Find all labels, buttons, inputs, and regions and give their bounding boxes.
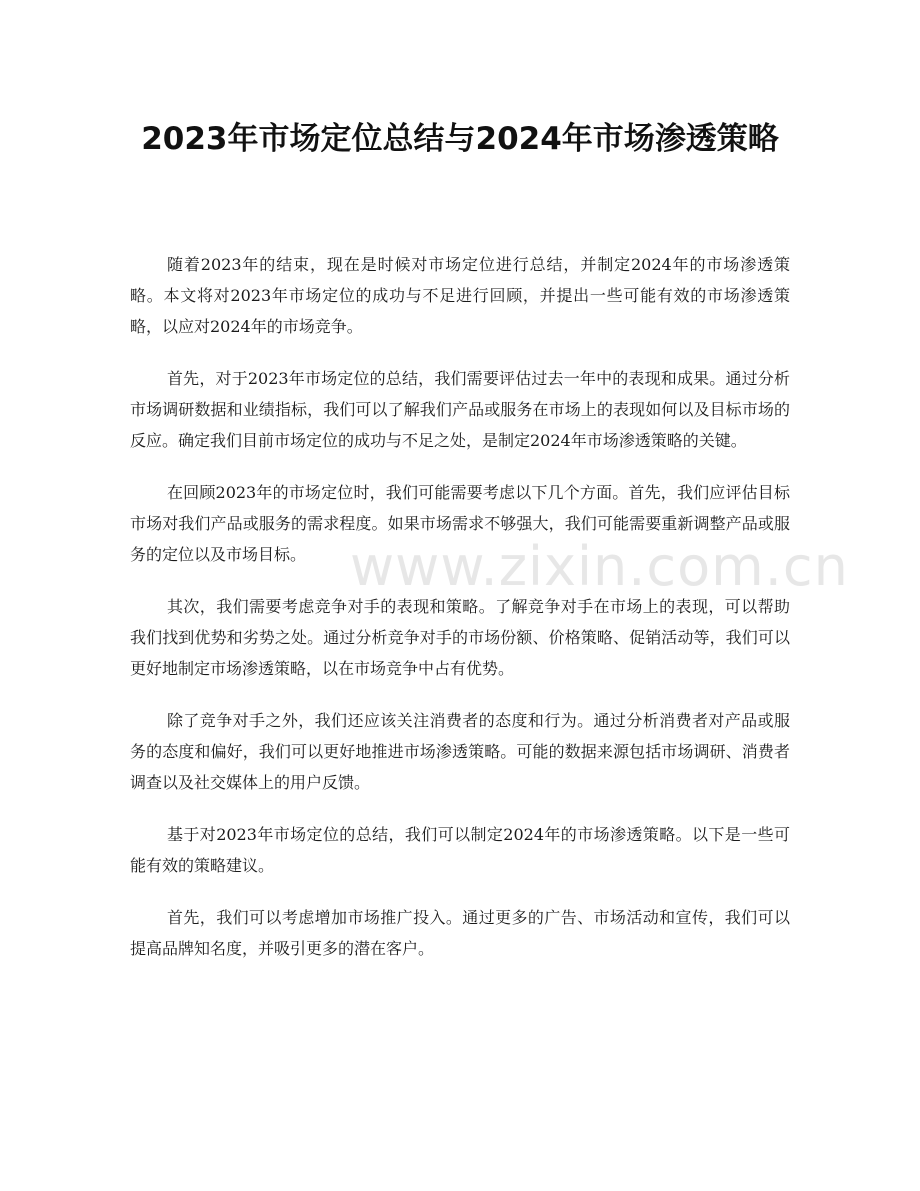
paragraph-5: 除了竞争对手之外，我们还应该关注消费者的态度和行为。通过分析消费者对产品或服务的态度和偏好，我们可以更好地推进市场渗透策略。可能的数据来源包括市场调研、消费者调查以及社交媒体上的用户反馈。 <box>130 711 790 792</box>
paragraph-7: 首先，我们可以考虑增加市场推广投入。通过更多的广告、市场活动和宣传，我们可以提高品牌知名度，并吸引更多的潜在客户。 <box>130 908 790 958</box>
document-title: 2023年市场定位总结与2024年市场渗透策略 <box>141 121 779 157</box>
paragraph-4: 其次，我们需要考虑竞争对手的表现和策略。了解竞争对手在市场上的表现，可以帮助我们找到优势和劣势之处。通过分析竞争对手的市场份额、价格策略、促销活动等，我们可以更好地制定市场渗透策略，以在市场竞争中占有优势。 <box>130 597 790 678</box>
watermark: www.zixin.com.cn <box>350 535 849 598</box>
paragraph-6: 基于对2023年市场定位的总结，我们可以制定2024年的市场渗透策略。以下是一些可能有效的策略建议。 <box>130 825 790 875</box>
paragraph-2: 首先，对于2023年市场定位的总结，我们需要评估过去一年中的表现和成果。通过分析市场调研数据和业绩指标，我们可以了解我们产品或服务在市场上的表现如何以及目标市场的反应。确定我们目前市场定位的成功与不足之处，是制定2024年市场渗透策略的关键。 <box>130 369 790 450</box>
paragraph-1: 随着2023年的结束，现在是时候对市场定位进行总结，并制定2024年的市场渗透策略。本文将对2023年市场定位的成功与不足进行回顾，并提出一些可能有效的市场渗透策略，以应对2024年的市场竞争。 <box>130 255 790 336</box>
document-body <box>130 249 790 985</box>
paragraph-3: 在回顾2023年的市场定位时，我们可能需要考虑以下几个方面。首先，我们应评估目标市场对我们产品或服务的需求程度。如果市场需求不够强大，我们可能需要重新调整产品或服务的定位以及市场目标。 <box>130 483 790 564</box>
